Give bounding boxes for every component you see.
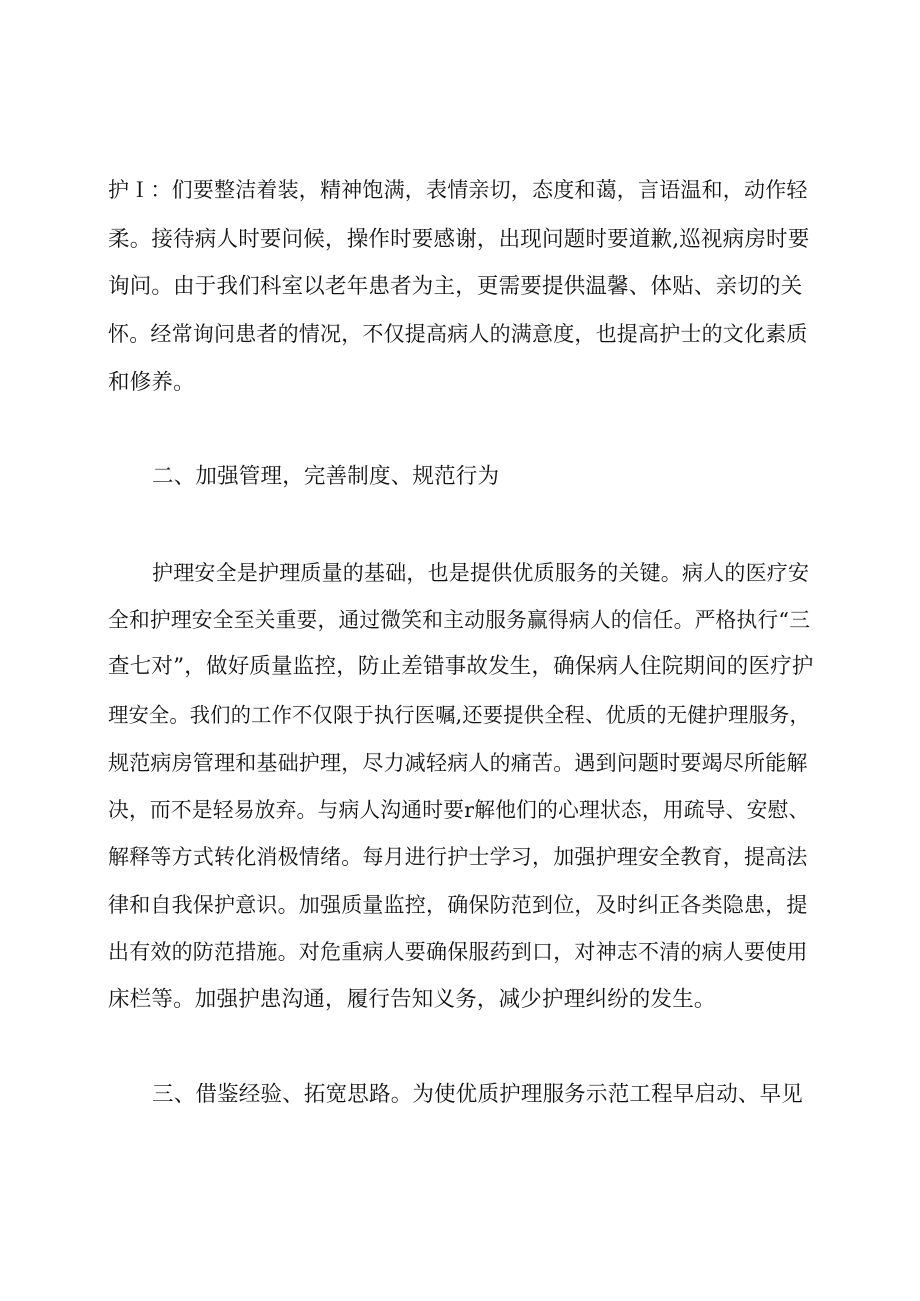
paragraph-2-line-2: 全和护理安全至关重要，通过微笑和主动服务赢得病人的信任。严格执行“三 (108, 608, 811, 632)
paragraph-2-line-6: 决，而不是轻易放弃。与病人沟通时要r解他们的心理状态，用疏导、安慰、 (108, 798, 810, 822)
paragraph-1-line-4: 怀。经常询问患者的情况，不仅提高病人的满意度，也提高护士的文化素质 (108, 322, 808, 346)
paragraph-2-line-3: 查七对”，做好质量监控，防止差错事故发生，确保病人住院期间的医疗护 (108, 654, 814, 679)
paragraph-2-line-8: 律和自我保护意识。加强质量监控，确保防范到位，及时纠正各类隐患，提 (108, 893, 808, 917)
section-heading-2: 二、加强管理，完善制度、规范行为 (152, 464, 500, 489)
paragraph-2-line-7: 解释等方式转化消极情绪。每月进行护士学习，加强护理安全教育，提高法 (108, 845, 808, 869)
paragraph-1-line-2: 柔。接待病人时要问候，操作时要感谢，出现问题时要道歉,巡视病房时要 (108, 227, 810, 252)
paragraph-2-line-4: 理安全。我们的工作不仅限于执行医嘱,还要提供全程、优质的无健护理服务， (108, 703, 810, 727)
paragraph-1-line-1: 护Ｉ：们要整洁着装，精神饱满，表情亲切，态度和蔼，言语温和，动作轻 (108, 178, 808, 202)
paragraph-2-line-5: 规范病房管理和基础护理，尽力减轻病人的痛苦。遇到问题时要竭尽所能解 (108, 751, 808, 775)
paragraph-2-line-9: 出有效的防范措施。对危重病人要确保服药到口，对神志不清的病人要使用 (108, 940, 808, 964)
section-heading-3: 三、借鉴经验、拓宽思路。为使优质护理服务示范工程早启动、早见 (152, 1082, 804, 1107)
paragraph-2-line-1: 护理安全是护理质量的基础，也是提供优质服务的关键。病人的医疗安 (152, 561, 810, 585)
paragraph-1-line-3: 询问。由于我们科室以老年患者为主，更需要提供温馨、体贴、亲切的关 (108, 274, 803, 299)
paragraph-2-line-10: 床栏等。加强护患沟通，履行告知义务，减少护理纠纷的发生。 (108, 987, 716, 1012)
paragraph-1-line-5: 和修养。 (108, 370, 195, 395)
